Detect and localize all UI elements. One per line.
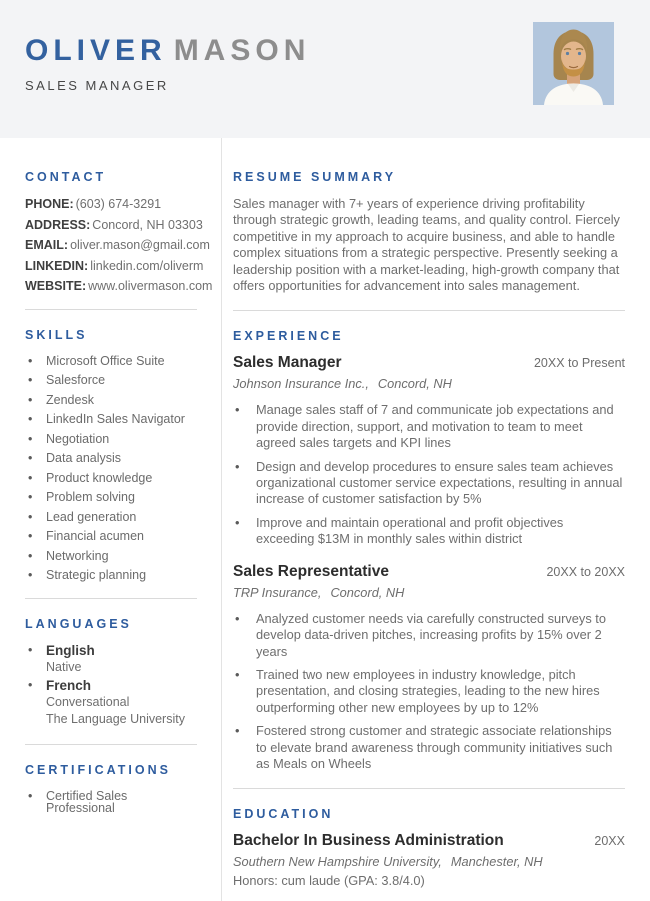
skill-label: Salesforce <box>46 373 106 387</box>
skill-item <box>25 550 197 563</box>
certifications-list <box>25 790 197 815</box>
job-location: Concord, NH <box>330 584 405 600</box>
skill-label: Microsoft Office Suite <box>46 353 165 368</box>
skill-item <box>25 413 197 426</box>
skill-item <box>25 394 197 407</box>
contact-item <box>25 279 213 293</box>
job-bullet-item <box>233 723 625 772</box>
contact-label: EMAIL: <box>25 238 69 252</box>
summary-heading: RESUME SUMMARY <box>233 170 397 184</box>
job-bullet-text: Fostered strong customer and strategic associate relationships to elevate brand awareness through community initiatives such as Meals on Wheels <box>256 723 613 771</box>
language-item <box>25 642 197 676</box>
contact-label: ADDRESS: <box>25 217 91 232</box>
bullet-icon <box>28 472 46 485</box>
job-head <box>233 563 625 581</box>
bullet-icon <box>235 515 256 548</box>
skill-item <box>25 530 197 543</box>
content <box>0 138 650 901</box>
job-title: Sales Manager <box>233 354 342 372</box>
education-degree: Bachelor In Business Administration <box>233 832 504 850</box>
job-location: Concord, NH <box>377 376 452 392</box>
jobs-list <box>233 354 625 772</box>
name-block <box>25 34 310 93</box>
right-column <box>221 138 625 901</box>
left-divider <box>25 309 197 310</box>
language-body <box>46 677 185 728</box>
first-name: OLIVER <box>25 34 167 67</box>
bullet-icon <box>28 433 46 446</box>
skill-item <box>25 491 197 504</box>
profile-photo-illustration <box>533 22 614 105</box>
certifications-heading: CERTIFICATIONS <box>25 762 171 777</box>
bullet-icon <box>28 550 46 563</box>
experience-heading: EXPERIENCE <box>233 329 344 344</box>
certification-item <box>25 790 197 815</box>
summary-text: Sales manager with 7+ years of experience driving profitability through strategic growth, leading teams, and quality control. Fiercely competitive in my approach to acquire business, and able to handle complex situations from a strategic perspective. Presently seeking a leadership position with a market-leading, high-growth company that offers opportunities for advancement into sales management. <box>233 196 620 294</box>
bullet-icon <box>28 569 46 582</box>
contact-item <box>25 238 210 252</box>
language-item <box>25 677 197 728</box>
left-divider <box>25 744 197 745</box>
job-bullet-item <box>233 402 625 451</box>
job-bullet-text: Analyzed customer needs via carefully constructed surveys to develop data-driven pitches, increasing profits by 15% over 2 years <box>256 610 606 659</box>
language-detail: The Language University <box>46 711 185 726</box>
skill-item <box>25 452 197 465</box>
job-bullet-item <box>233 459 625 508</box>
job-bullet-text: Trained two new employees in industry knowledge, pitch presentation, and closing strategies, leading to the new hires outperforming other new employees by up to 12% <box>256 666 600 715</box>
job-entry <box>233 563 625 773</box>
contact-value: www.olivermason.com <box>88 279 213 293</box>
job-company: Johnson Insurance Inc., <box>233 376 369 392</box>
contact-value: (603) 674-3291 <box>75 197 162 211</box>
bullet-icon <box>235 667 256 716</box>
left-divider <box>25 598 197 599</box>
contact-item <box>25 217 203 232</box>
education-location: Manchester, NH <box>450 854 543 870</box>
education-school: Southern New Hampshire University, <box>233 854 442 870</box>
bullet-icon <box>28 511 46 524</box>
bullet-icon <box>235 611 256 660</box>
language-detail: Native <box>46 659 82 674</box>
bullet-icon <box>28 491 46 504</box>
job-bullet-text: Design and develop procedures to ensure sales team achieves organizational customer service expectations, resulting in annual increase of customer satisfaction by 5% <box>256 458 623 507</box>
bullet-icon <box>28 452 46 465</box>
skill-label: Product knowledge <box>46 470 153 485</box>
job-entry <box>233 354 625 547</box>
job-dates: 20XX to Present <box>533 356 625 371</box>
skill-item <box>25 355 197 368</box>
bullet-icon <box>28 413 46 426</box>
job-bullet-item <box>233 611 625 660</box>
contact-label: LINKEDIN: <box>25 258 89 273</box>
contact-item <box>25 258 204 273</box>
contact-item <box>25 198 197 211</box>
contact-value: linkedin.com/oliverm <box>90 258 204 273</box>
last-name: MASON <box>173 34 311 67</box>
bullet-icon <box>28 394 46 407</box>
skill-label: LinkedIn Sales Navigator <box>46 412 185 426</box>
language-body <box>46 642 95 676</box>
contact-heading: CONTACT <box>25 170 107 184</box>
skill-label: Data analysis <box>46 451 122 465</box>
education-honors: Honors: cum laude (GPA: 3.8/4.0) <box>233 873 425 889</box>
bullet-icon <box>28 642 46 676</box>
job-dates: 20XX to 20XX <box>546 564 625 579</box>
skill-label: Financial acumen <box>46 529 144 543</box>
education-head <box>233 832 625 850</box>
skill-item <box>25 472 197 485</box>
header <box>0 0 650 138</box>
skill-item <box>25 374 197 387</box>
education-heading: EDUCATION <box>233 807 334 822</box>
job-bullet-text: Improve and maintain operational and profit objectives exceeding $13M in monthly sales within district <box>256 514 564 547</box>
education-entry <box>233 832 625 889</box>
left-column <box>25 138 213 901</box>
job-bullets <box>233 611 625 773</box>
bullet-icon <box>235 402 256 451</box>
languages-list <box>25 642 197 728</box>
language-details <box>46 694 185 728</box>
job-company: TRP Insurance, <box>233 584 322 600</box>
person-name <box>25 34 310 67</box>
language-details <box>46 659 95 676</box>
language-detail: Conversational <box>46 694 130 709</box>
skill-item <box>25 511 197 524</box>
education-school-line <box>233 854 625 869</box>
job-head <box>233 354 625 372</box>
contact-value: Concord, NH 03303 <box>92 217 203 232</box>
certification-label: Certified Sales Professional <box>46 788 128 815</box>
contact-list <box>25 197 213 293</box>
skill-item <box>25 569 197 582</box>
skills-heading: SKILLS <box>25 327 88 342</box>
contact-value: oliver.mason@gmail.com <box>70 238 210 252</box>
skill-label: Problem solving <box>46 490 135 504</box>
contact-label: WEBSITE: <box>25 279 87 293</box>
job-company-line <box>233 376 625 391</box>
bullet-icon <box>235 723 256 772</box>
job-title: Sales Representative <box>233 562 389 580</box>
job-bullet-item <box>233 667 625 716</box>
right-divider <box>233 788 625 789</box>
skill-label: Lead generation <box>46 509 137 524</box>
bullet-icon <box>235 459 256 508</box>
skill-label: Strategic planning <box>46 568 147 582</box>
skills-list <box>25 355 197 582</box>
profile-photo <box>533 22 614 105</box>
bullet-icon <box>28 677 46 728</box>
job-bullet-text: Manage sales staff of 7 and communicate job expectations and provide direction, support, and motivation to team to meet agreed sales targets and KPI lines <box>256 402 614 451</box>
skill-item <box>25 433 197 446</box>
job-bullets <box>233 402 625 547</box>
job-company-line <box>233 585 625 600</box>
language-name: English <box>46 642 95 658</box>
bullet-icon <box>28 790 46 815</box>
person-job-title: SALES MANAGER <box>25 78 169 93</box>
job-bullet-item <box>233 515 625 548</box>
languages-heading: LANGUAGES <box>25 616 132 631</box>
skill-label: Negotiation <box>46 431 110 446</box>
contact-label: PHONE: <box>25 197 74 211</box>
education-dates: 20XX <box>594 834 625 849</box>
bullet-icon <box>28 374 46 387</box>
skill-label: Zendesk <box>46 392 94 407</box>
bullet-icon <box>28 355 46 368</box>
language-name: French <box>46 677 92 693</box>
bullet-icon <box>28 530 46 543</box>
right-divider <box>233 310 625 311</box>
skill-label: Networking <box>46 548 109 563</box>
